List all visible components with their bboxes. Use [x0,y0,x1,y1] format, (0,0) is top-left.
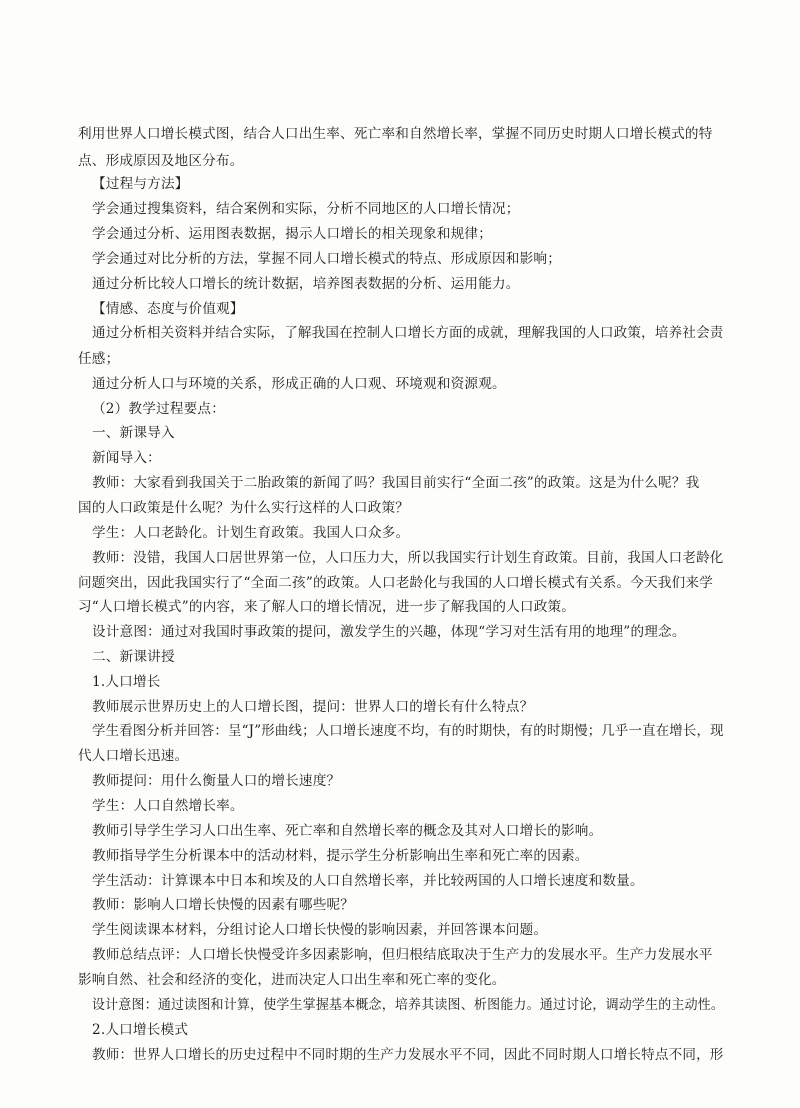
section-heading: 【过程与方法】 [92,176,189,192]
text-line: 学生：人口老龄化。计划生育政策。我国人口众多。 [92,525,410,541]
text-line: 教师提问：用什么衡量人口的增长速度？ [92,773,341,789]
text-line: 点、形成原因及地区分布。 [78,153,244,169]
text-line: 通过分析人口与环境的关系，形成正确的人口观、环境观和资源观。 [92,376,506,392]
section-heading: 1.人口增长 [92,674,161,690]
text-line: 教师：大家看到我国关于二胎政策的新闻了吗？我国目前实行“全面二孩”的政策。这是为什么呢？我 [92,475,700,491]
section-heading: 【情感、态度与价值观】 [92,301,244,317]
text-line: （2）教学过程要点： [92,401,225,417]
text-line: 教师：世界人口增长的历史过程中不同时期的生产力发展水平不同，因此不同时期人口增长特点不同，形 [92,1047,724,1063]
text-line: 设计意图：通过对我国时事政策的提问，激发学生的兴趣，体现“学习对生活有用的地理”的理念。 [92,624,686,640]
section-heading: 2.人口增长模式 [92,1022,189,1038]
text-line: 学生：人口自然增长率。 [92,798,244,814]
text-line: 任感； [78,351,120,367]
text-line: 习“人口增长模式”的内容，来了解人口的增长情况，进一步了解我国的人口政策。 [78,599,576,615]
text-line: 利用世界人口增长模式图，结合人口出生率、死亡率和自然增长率，掌握不同历史时期人口增长模式的特 [78,126,713,142]
text-line: 通过分析比较人口增长的统计数据，培养图表数据的分析、运用能力。 [92,276,520,292]
text-line: 学会通过分析、运用图表数据，揭示人口增长的相关现象和规律； [92,226,493,242]
text-line: 通过分析相关资料并结合实际，了解我国在控制人口增长方面的成就，理解我国的人口政策，培养社会责 [92,325,724,341]
text-line: 教师：影响人口增长快慢的因素有哪些呢？ [92,897,355,913]
text-line: 国的人口政策是什么呢？为什么实行这样的人口政策？ [78,500,410,516]
text-line: 学生看图分析并回答：呈“J”形曲线；人口增长速度不均，有的时期快，有的时期慢；几乎一直在增长，现 [92,723,724,739]
text-line: 影响自然、社会和经济的变化，进而决定人口出生率和死亡率的变化。 [78,972,506,988]
text-line: 设计意图：通过读图和计算，使学生掌握基本概念，培养其读图、析图能力。通过讨论，调动学生的主动性。 [92,997,725,1013]
text-line: 教师指导学生分析课本中的活动材料，提示学生分析影响出生率和死亡率的因素。 [92,848,589,864]
text-line: 学生阅读课本材料，分组讨论人口增长快慢的影响因素，并回答课本问题。 [92,922,548,938]
text-line: 教师展示世界历史上的人口增长图，提问：世界人口的增长有什么特点？ [92,699,534,715]
text-line: 学会通过搜集资料，结合案例和实际，分析不同地区的人口增长情况； [92,201,520,217]
text-line: 教师总结点评：人口增长快慢受许多因素影响，但归根结底取决于生产力的发展水平。生产力发展水平 [92,947,713,963]
text-line: 教师引导学生学习人口出生率、死亡率和自然增长率的概念及其对人口增长的影响。 [92,823,603,839]
text-line: 代人口增长迅速。 [78,748,189,764]
text-line: 新闻导入： [92,450,161,466]
text-line: 问题突出，因此我国实行了“全面二孩”的政策。人口老龄化与我国的人口增长模式有关系。今天我们来学 [78,575,714,591]
text-line: 学生活动：计算课本中日本和埃及的人口自然增长率，并比较两国的人口增长速度和数量。 [92,873,644,889]
section-heading: 一、新课导入 [92,425,175,441]
text-line: 教师：没错，我国人口居世界第一位，人口压力大，所以我国实行计划生育政策。目前，我国人口老龄化 [92,550,724,566]
text-line: 学会通过对比分析的方法，掌握不同人口增长模式的特点、形成原因和影响； [92,251,561,267]
section-heading: 二、新课讲授 [92,649,175,665]
